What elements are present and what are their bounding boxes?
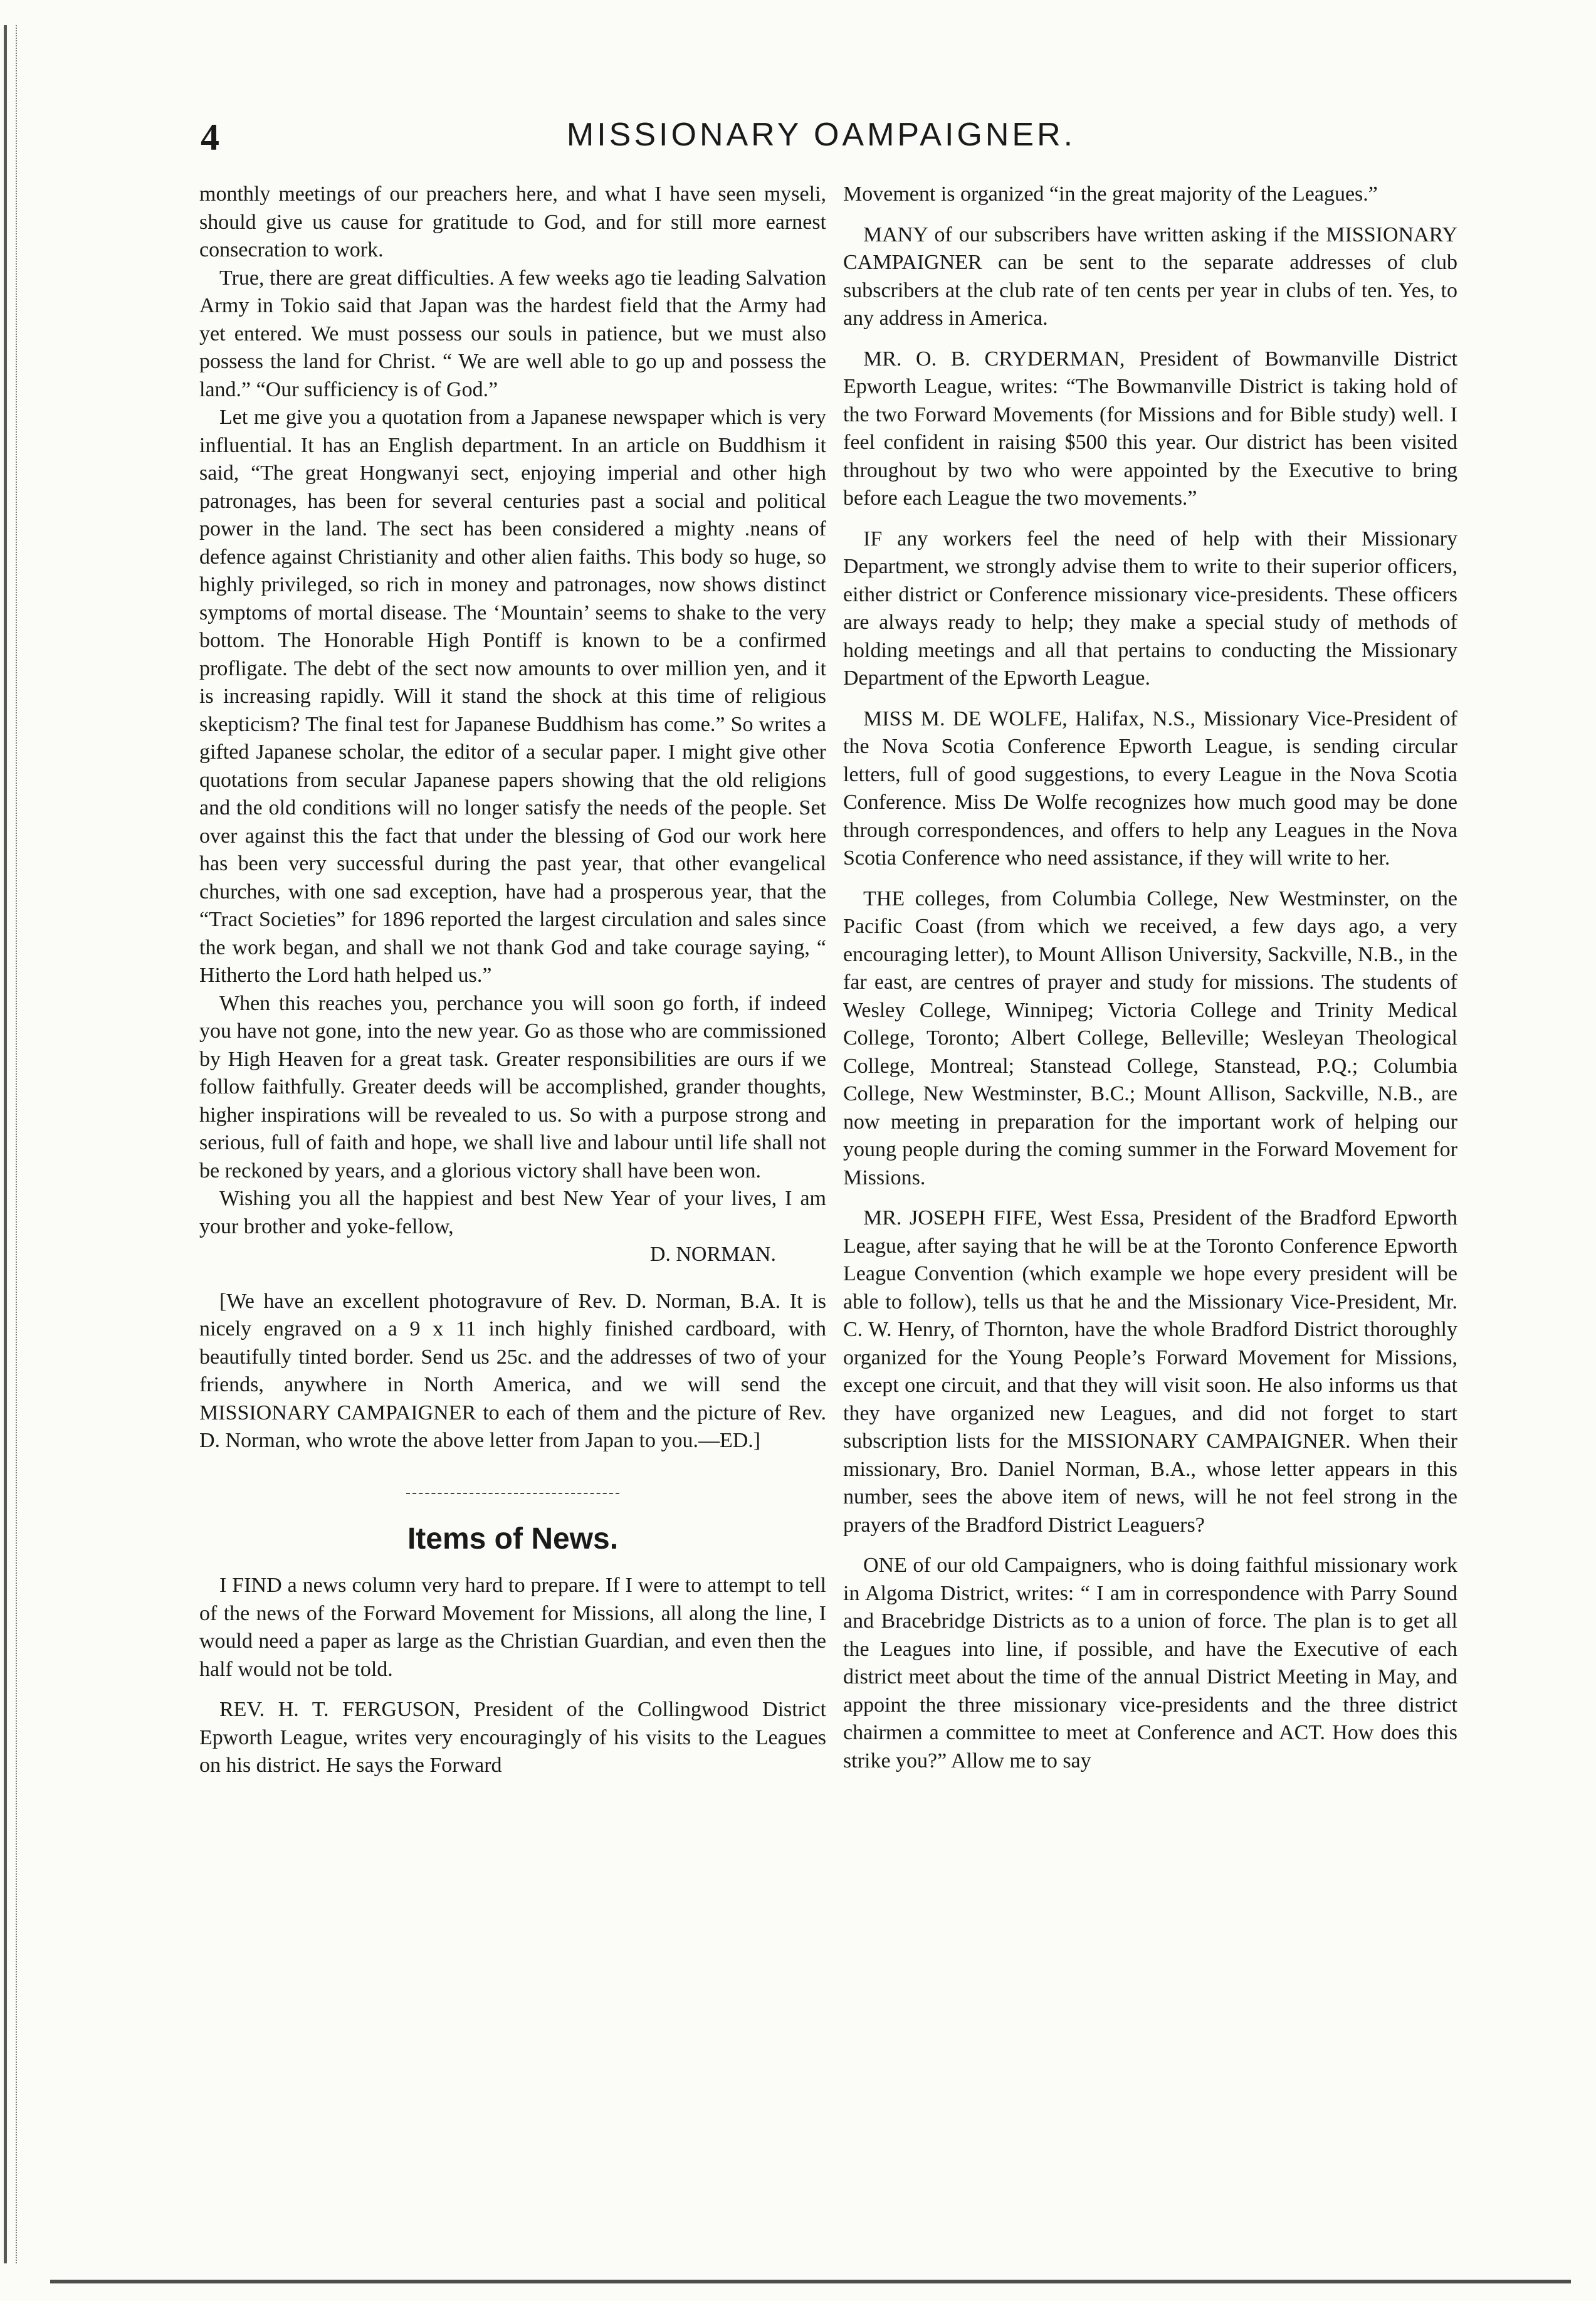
letter-paragraph: monthly meetings of our preachers here, and what I have seen myseli, should give us cause for gratitude to God, and for still more earnest consecration to work.	[199, 182, 826, 261]
section-heading: Items of News.	[407, 1522, 619, 1556]
scan-margin-edge	[4, 25, 17, 2263]
editor-note: [We have an excellent photogravure of Rev. D. Norman, B.A. It is nicely engraved on a 9 x 11 inch highly finished cardboard, with beautifully tinted border. Send us 25c. and the addresses of two of your friends, anywhere in North America, and we will send the MISSIONARY CAMPAIGNER to each of them and the picture of Rev. D. Norman, who wrote the above letter from Japan to you.—ED.]	[199, 1289, 826, 1452]
letter-signature: D. NORMAN.	[649, 1243, 776, 1266]
news-paragraph: IF any workers feel the need of help with their Missionary Department, we strongly advise them to write to their superior officers, either district or Conference missionary vice-presidents. These officers are always ready to help; they make a special study of methods of holding meetings and all that pertains to conducting the Missionary Department of the Epworth League.	[843, 527, 1457, 690]
running-title: MISSIONARY OAMPAIGNER.	[566, 117, 1076, 153]
letter-paragraph: When this reaches you, perchance you will soon go forth, if indeed you have not gone, into the new year. Go as those who are commissioned by High Heaven for a great task. Greater responsibilities are ours if we follow faithfully. Greater deeds will be accomplished, grander thoughts, higher inspirations will be revealed to us. So with a purpose strong and serious, full of faith and hope, we shall live and labour until life shall not be reckoned by years, and a glorious victory shall have been won.	[199, 991, 826, 1182]
section-divider	[406, 1493, 619, 1494]
scan-bottom-edge	[50, 2273, 1571, 2283]
news-paragraph: MANY of our subscribers have written asking if the MISSIONARY CAMPAIGNER can be sent to the separate addresses of club subscribers at the club rate of ten cents per year in clubs of ten. Yes, to any address in America.	[843, 223, 1457, 330]
left-column	[199, 181, 826, 2268]
news-paragraph: THE colleges, from Columbia College, New Westminster, on the Pacific Coast (from which we received, a few days ago, a very encouraging letter), to Mount Allison University, Sackville, N.B., in the far east, are centres of prayer and study for missions. The students of Wesley College, Winnipeg; Victoria College and Trinity Medical College, Toronto; Albert College, Belleville; Wesleyan Theological College, Montreal; Stanstead College, Stanstead, P.Q.; Columbia College, New Westminster, B.C.; Mount Allison, Sackville, N.B., are now meeting in preparation for the important work of helping our young people during the coming summer in the Forward Movement for Missions.	[843, 887, 1457, 1189]
page-number: 4	[201, 117, 219, 158]
right-column	[843, 181, 1457, 2268]
news-paragraph: Movement is organized “in the great majority of the Leagues.”	[843, 182, 1378, 206]
letter-paragraph: Let me give you a quotation from a Japanese newspaper which is very influential. It has an English department. In an article on Buddhism it said, “The great Hongwanyi sect, enjoying imperial and other high patronages, has been for several centuries past a social and political power in the land. The sect has been considered a mighty .neans of defence against Christianity and other alien faiths. This body so huge, so highly privileged, so rich in money and patronages, now shows distinct symptoms of mortal disease. The ‘Mountain’ seems to shake to the very bottom. The Honorable High Pontiff is known to be a confirmed profligate. The debt of the sect now amounts to over million yen, and it is increasing rapidly. Will it stand the shock at this time of religious skepticism? The final test for Japanese Buddhism has come.” So writes a gifted Japanese scholar, the editor of a secular paper. I might give other quotations from secular Japanese papers showing that the old religions and the old conditions will no longer satisfy the needs of the people. Set over against this the fact that under the blessing of God our work here has been very successful during the past year, that other evangelical churches, with one sad exception, have had a prosperous year, that the “Tract Societies” for 1896 reported the largest circulation and sales since the work began, and shall we not thank God and take courage saying, “ Hitherto the Lord hath helped us.”	[199, 406, 826, 987]
letter-paragraph: Wishing you all the happiest and best New Year of your lives, I am your brother and yoke-fellow,	[199, 1187, 826, 1238]
news-paragraph: ONE of our old Campaigners, who is doing faithful missionary work in Algoma District, writes: “ I am in correspondence with Parry Sound and Bracebridge Districts as to a union of force. The plan is to get all the Leagues into line, if possible, and have the Executive of each district meet about the time of the annual District Meeting in May, and appoint the three missionary vice-presidents and the three district chairmen a committee to meet at Conference and ACT. How does this strike you?” Allow me to say	[843, 1554, 1457, 1772]
news-paragraph: MR. JOSEPH FIFE, West Essa, President of the Bradford Epworth League, after saying that he will be at the Toronto Conference Epworth League Convention (which example we hope every president will be able to follow), tells us that he and the Missionary Vice-President, Mr. C. W. Henry, of Thornton, have the whole Bradford District thoroughly organized for the Young People’s Forward Movement for Missions, except one circuit, and that they will visit soon. He also informs us that they have organized new Leagues, and did not forget to start subscription lists for the MISSIONARY CAMPAIGNER. When their missionary, Bro. Daniel Norman, B.A., whose letter appears in this number, sees the above item of news, will he not feel strong in the prayers of the Bradford District Leaguers?	[843, 1206, 1457, 1537]
news-paragraph: REV. H. T. FERGUSON, President of the Collingwood District Epworth League, writes very encouragingly of his visits to the Leagues on his district. He says the Forward	[199, 1698, 826, 1777]
page-header	[201, 116, 1442, 166]
news-paragraph: MR. O. B. CRYDERMAN, President of Bowmanville District Epworth League, writes: “The Bowmanville District is taking hold of the two Forward Movements (for Missions and for Bible study) well. I feel confident in raising $500 this year. Our district has been visited throughout by two who were appointed by the Executive to bring before each League the two movements.”	[843, 347, 1457, 510]
news-paragraph: MISS M. DE WOLFE, Halifax, N.S., Missionary Vice-President of the Nova Scotia Conference Epworth League, is sending circular letters, full of good suggestions, to every League in the Nova Scotia Conference. Miss De Wolfe recognizes how much good may be done through correspondences, and offers to help any Leagues in the Nova Scotia Conference who need assistance, if they will write to her.	[843, 707, 1457, 870]
letter-paragraph: True, there are great difficulties. A few weeks ago tie leading Salvation Army in Tokio said that Japan was the hardest field that the Army had yet entered. We must possess our souls in patience, but we must also possess the land for Christ. “ We are well able to go up and possess the land.” “Our sufficiency is of God.”	[199, 266, 826, 401]
news-paragraph: I FIND a news column very hard to prepare. If I were to attempt to tell of the news of the Forward Movement for Missions, all along the line, I would need a paper as large as the Christian Guardian, and even then the half would not be told.	[199, 1574, 826, 1681]
